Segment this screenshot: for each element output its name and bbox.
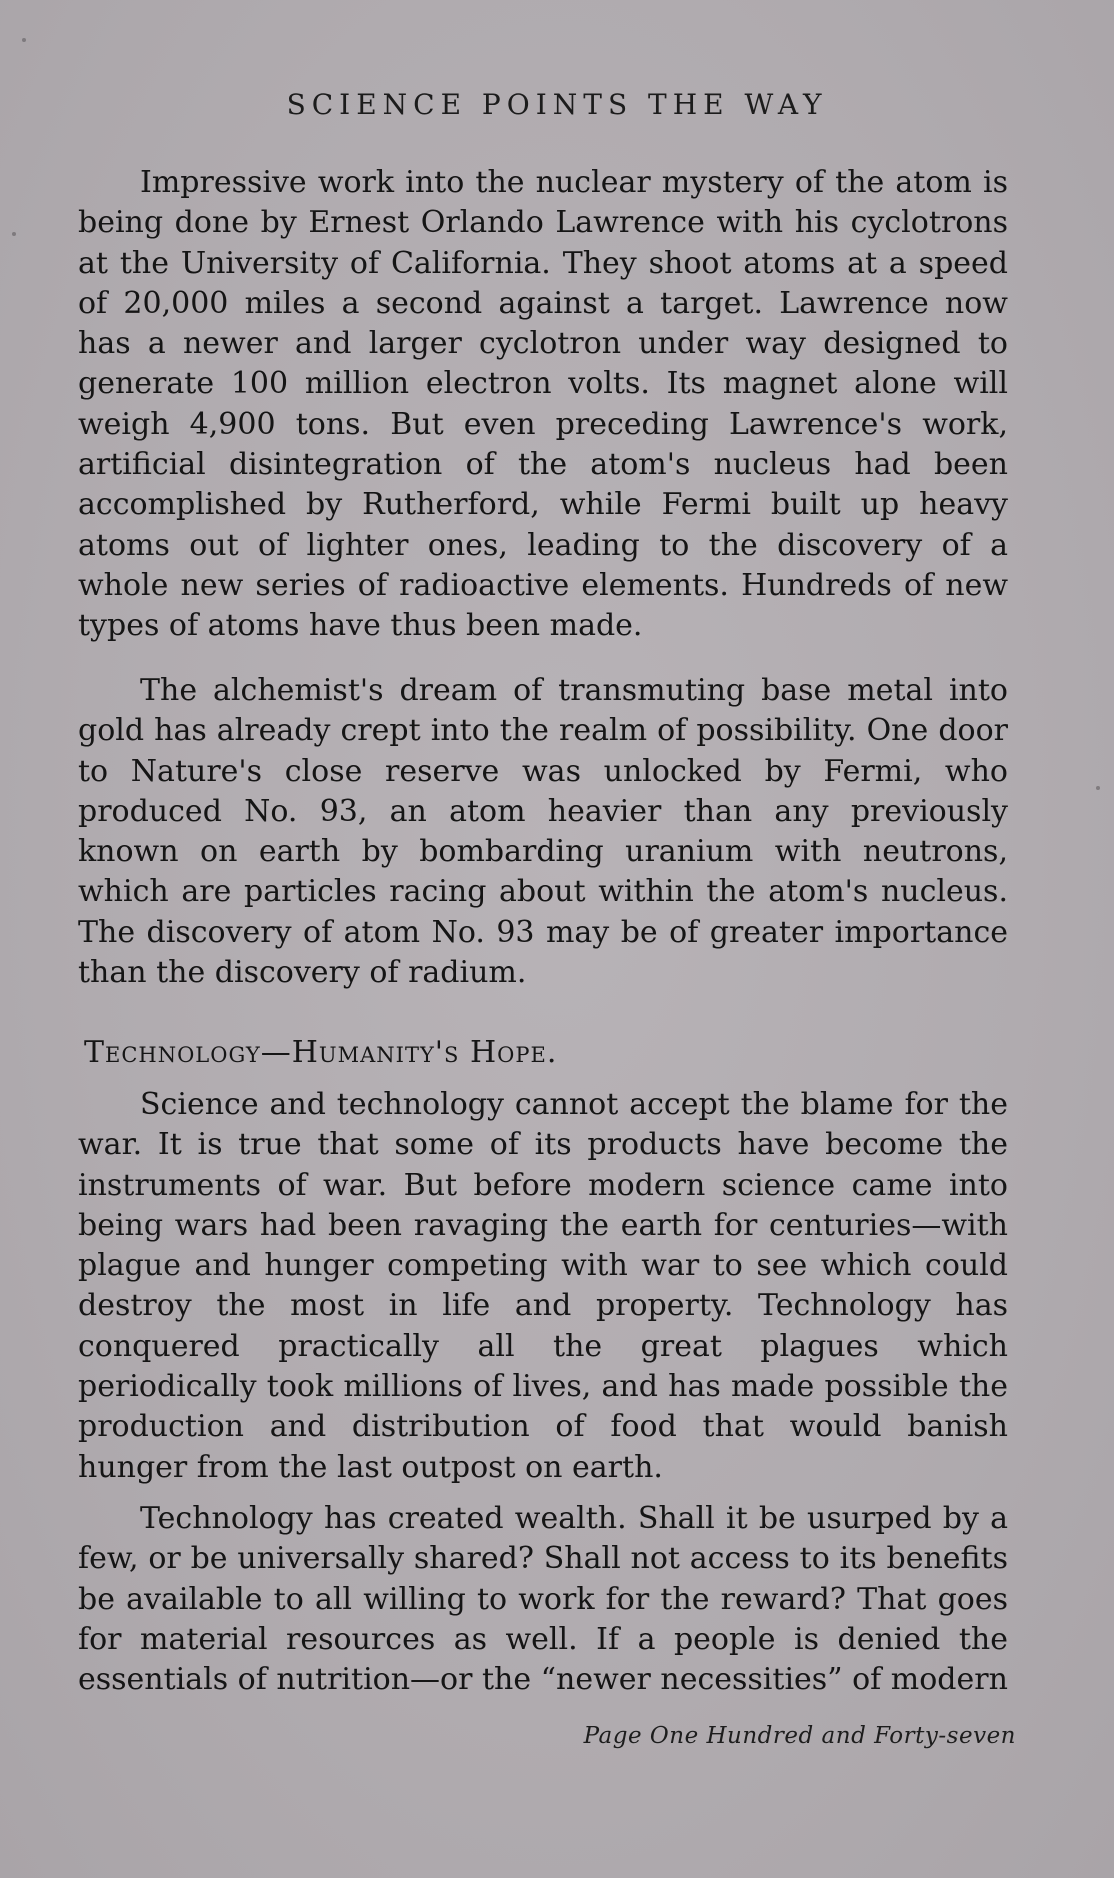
paragraph-2: The alchemist's dream of transmuting base metal into gold has already crept into the realm of possibility. One door to Nature's close reserve was unlocked by Fermi, who produced No. 93, an atom heavier than any previously known on earth by bombarding uranium with neutrons, which are particles racing about within the atom's nucleus. The discovery of atom No. 93 may be of greater importance than the discovery of radium. (78, 673, 1008, 991)
paper-speck (12, 232, 16, 236)
paragraph-3: Science and technology cannot accept the blame for the war. It is true that some of its products have become the instruments of war. But before modern science came into being wars had been ravaging the earth for centuries—with plague and hunger competing with war to see which could destroy the most in life and property. Technology has conquered practically all the great plagues which periodically took millions of lives, and has made possible the production and distribution of food that would banish hunger from the last outpost on earth. (78, 1087, 1008, 1485)
paper-speck (1096, 786, 1100, 790)
paragraph-4: Technology has created wealth. Shall it be usurped by a few, or be universally shared? Shall not access to its benefits be available to all willing to work for the reward? That goes for material resources as well. If a people is denied the essentials of nutrition—or the “newer necessities” of modern (78, 1501, 1008, 1698)
paragraph-1: Impressive work into the nuclear mystery of the atom is being done by Ernest Orlando Lawrence with his cyclotrons at the University of California. They shoot atoms at a speed of 20,000 miles a second against a target. Lawrence now has a newer and larger cyclotron under way designed to generate 100 million electron volts. Its magnet alone will weigh 4,900 tons. But even preceding Lawrence's work, artificial disintegration of the atom's nucleus had been accomplished by Rutherford, while Fermi built up heavy atoms out of lighter ones, leading to the discovery of a whole new series of radioactive elements. Hundreds of new types of atoms have thus been made. (78, 165, 1008, 644)
running-head: SCIENCE POINTS THE WAY (286, 88, 828, 121)
paper-speck (22, 38, 26, 42)
section-heading: Technology—Humanity's Hope. (84, 1035, 558, 1070)
page-number-footer: Page One Hundred and Forty-seven (583, 1723, 1016, 1749)
